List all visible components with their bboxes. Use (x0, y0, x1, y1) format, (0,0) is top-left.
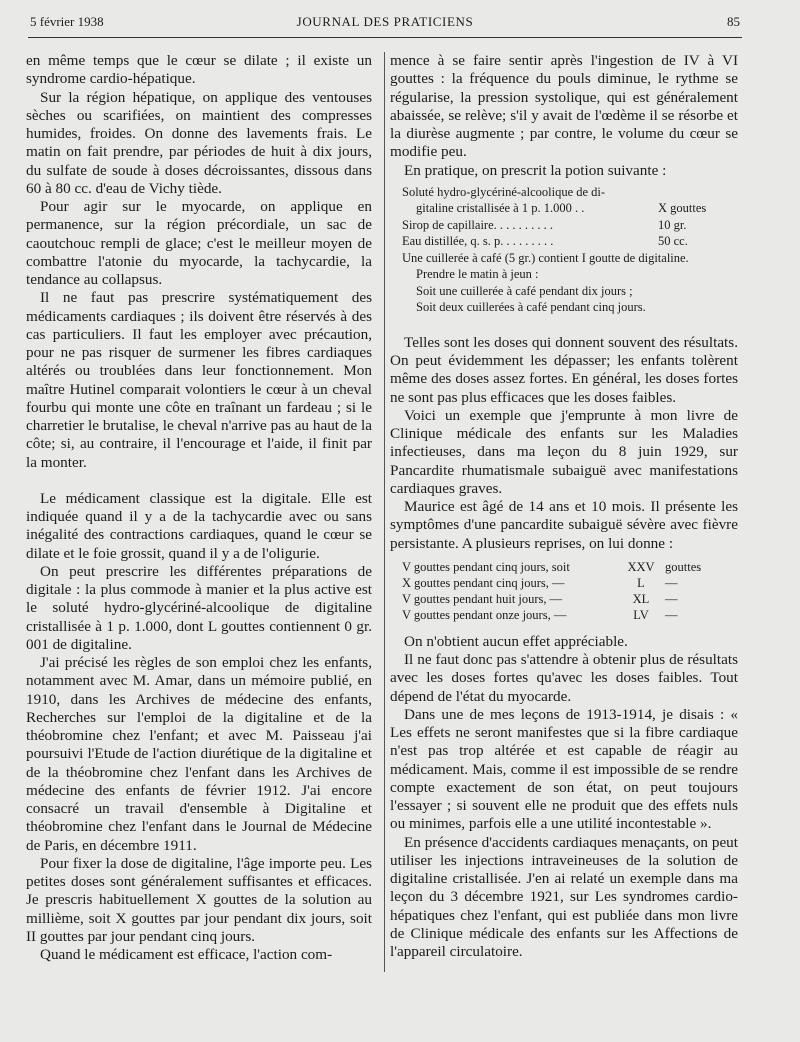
paragraph: On n'obtient aucun effet appréciable. (404, 632, 628, 650)
paragraph: Pour agir sur le myocarde, on applique en permanence, sur la région précordiale, un sac de caoutchouc rempli de glace; c'est le meilleur moyen de combattre l'atonie du myocarde, la tachycardie, la tendance au collapsus. (26, 198, 372, 288)
paragraph: En présence d'accidents cardiaques menaçants, on peut utiliser les injections intraveineuses de la solution de digitaline cristallisée. J'en ai relaté un exemple dans ma leçon du 3 décembre 1921, sur Les syndromes cardio-hépatiques chez l'enfant, qui est publiée dans mon livre de Clinique médicale des enfants sur les Affections de l'appareil circulatoire. (390, 833, 738, 960)
paragraph: Le médicament classique est la digitale. Elle est indiquée quand il y a de la tachycardie avec ou sans inégalité des contractions cardiaques, quand le cœur se dilate et le foie grossit, quand il y a de l'oligurie. (26, 489, 372, 562)
paragraph: mence à se faire sentir après l'ingestion de IV à VI gouttes : la fréquence du pouls diminue, le rythme se régularise, la pression systolique, qui est généralement abaissée, se relève; s'il y avait de l'œdème il se résorbe et la diurèse augmente ; par contre, le volume du cœur se modifie peu. (390, 52, 738, 161)
paragraph: En pratique, on prescrit la potion suivante : (404, 161, 667, 179)
paragraph: Quand le médicament est efficace, l'action com- (40, 946, 333, 963)
paragraph: Voici un exemple que j'emprunte à mon livre de Clinique médicale des enfants sur les Maladies infectieuses, dans ma leçon du 8 juin 1929, sur Pancardite rhumatismale subaiguë avec manifestations cardiaques graves. (390, 406, 738, 497)
formula-line: Prendre le matin à jeun : (416, 267, 539, 282)
paragraph: Telles sont les doses qui donnent souvent des résultats. On peut évidemment les dépasser; les enfants tolèrent même des doses assez fortes. En général, les doses fortes ne sont pas plus efficaces que les doses faibles. (390, 333, 738, 406)
dose-row (402, 607, 738, 623)
paragraph: Dans une de mes leçons de 1913-1914, je disais : « Les effets ne seront manifestes que si la fibre cardiaque n'est pas trop altérée et est capable de réagir au médicament. Mais, comme il est impossible de se rendre compte exactement de son état, on peut toujours l'essayer ; si souvent elle ne produit que des effets nuls ou minimes, parfois elle a une utilité incontestable ». (390, 705, 738, 833)
formula-line: Sirop de capillaire. . . . . . . . . . 10 gr. (402, 217, 687, 232)
dose-cell: gouttes (665, 559, 702, 574)
column-divider (384, 52, 385, 972)
paragraph: Maurice est âgé de 14 ans et 10 mois. Il présente les symptômes d'une pancardite subaiguë sévère avec fièvre persistante. A plusieurs reprises, on lui donne : (390, 498, 738, 552)
formula-line: gitaline cristallisée à 1 p. 1.000 . . X gouttes (416, 201, 707, 216)
formula-line: Eau distillée, q. s. p. . . . . . . . . 50 cc. (402, 234, 688, 249)
paragraph: Il ne faut pas prescrire systématiquement des médicaments cardiaques ; ils doivent être réservés à des cas particuliers. Il faut les employer avec précaution, pour ne pas risquer de surmener les fibres cardiaques altérés ou troublées dans leur fonctionnement. Mon maître Hutinel comparait volontiers le cœur à un cheval fourbu qui monte une côte en traînant un fardeau ; si le charretier le brutalise, le cheval n'arrive pas au haut de la côte; si, au contraire, il l'encourage et l'aide, il finit par la monter. (26, 289, 372, 471)
paragraph: Il ne faut donc pas s'attendre à obtenir plus de résultats avec les doses fortes qu'avec les doses faibles. Tout dépend de l'état du myocarde. (390, 651, 738, 705)
dose-cell: — (665, 607, 678, 622)
left-column (26, 52, 372, 964)
prescription-formula (402, 184, 738, 316)
formula-line: Soit une cuillerée à café pendant dix jours ; (416, 283, 633, 298)
header-rule (28, 37, 742, 38)
paragraph: On peut prescrire les différentes préparations de digitale : la plus commode à manier et la plus active est le soluté hydro-glycériné-alcoolique de digitaline cristallisée à 1 p. 1.000, dont L gouttes contiennent 0 gr. 001 de digitaline. (26, 562, 372, 653)
formula-line: Soit deux cuillerées à café pendant cinq jours. (416, 300, 646, 315)
dose-row (402, 575, 738, 591)
dose-cell: XXV (627, 559, 655, 574)
dose-cell: — (665, 575, 678, 590)
formula-line: Une cuillerée à café (5 gr.) contient I goutte de digitaline. (402, 250, 689, 265)
right-column (390, 52, 738, 961)
dose-cell: XL (632, 591, 650, 606)
dose-cell: V gouttes pendant onze jours, — (402, 607, 567, 622)
dose-cell: — (665, 591, 678, 606)
dose-cell: L (637, 575, 645, 590)
dose-cell: LV (633, 607, 649, 622)
page-number: 85 (727, 14, 740, 29)
dose-row (402, 559, 738, 575)
running-header (30, 14, 740, 34)
paragraph: en même temps que le cœur se dilate ; il existe un syndrome cardio-hépatique. (26, 52, 372, 88)
dose-row (402, 591, 738, 607)
dose-cell: X gouttes pendant cinq jours, — (402, 575, 565, 590)
formula-line: Soluté hydro-glycériné-alcoolique de di- (402, 184, 606, 199)
issue-date: 5 février 1938 (30, 14, 104, 29)
paragraph: Pour fixer la dose de digitaline, l'âge importe peu. Les petites doses sont généralement suffisantes et efficaces. Je prescris habituellement X gouttes de la solution au millième, soit X gouttes par jour pendant dix jours, soit II gouttes par jour pendant cinq jours. (26, 854, 372, 945)
paragraph: J'ai précisé les règles de son emploi chez les enfants, notamment avec M. Amar, dans un mémoire publié, en 1910, dans les Archives de médecine des enfants, Recherches sur l'emploi de la digitaline et de la théobromine chez l'enfant; et avec M. Paisseau j'ai poursuivi l'Etude de l'action diurétique de la digitaline et de la théobromine chez l'enfant dans les Archives de médecine des enfants de février 1912. J'ai encore consacré un travail d'ensemble à Digitaline et théobromine chez l'enfant dans le Journal de Médecine de Paris, en décembre 1911. (26, 654, 372, 854)
dose-table (402, 559, 738, 623)
paragraph: Sur la région hépatique, on applique des ventouses sèches ou scarifiées, on maintient des compresses humides, froides. On donne des lavements frais. Le matin on fait prendre, par périodes de huit à dix jours, du sulfate de soude à doses décroissantes, dissous dans 60 à 80 cc. d'eau de Vichy tiède. (26, 88, 372, 197)
dose-cell: V gouttes pendant cinq jours, soit (402, 559, 570, 574)
journal-title: JOURNAL DES PRATICIENS (296, 14, 474, 29)
dose-cell: V gouttes pendant huit jours, — (402, 591, 563, 606)
